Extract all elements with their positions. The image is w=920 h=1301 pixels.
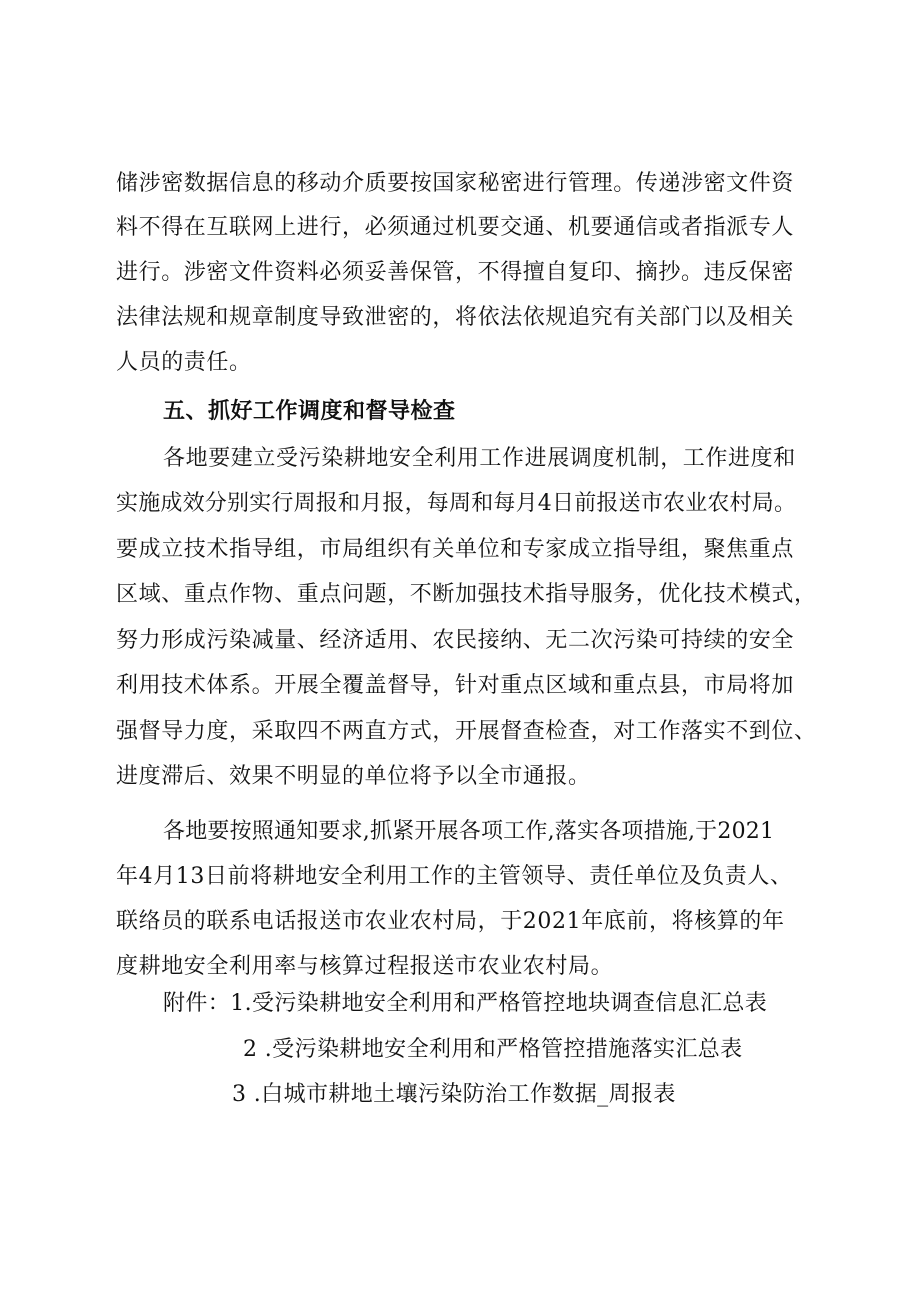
paragraph-line: 实施成效分别实行周报和月报，每周和每月4日前报送市农业农村局。 [116, 491, 797, 516]
paragraph-line: 度耕地安全利用率与核算过程报送市农业农村局。 [116, 954, 614, 979]
paragraph-line: 强督导力度，采取四不两直方式，开展督查检查，对工作落实不到位、 [116, 719, 817, 744]
paragraph-line: 法律法规和规章制度导致泄密的，将依法依规追究有关部门以及相关 [116, 305, 795, 330]
paragraph-line: 各地要按照通知要求,抓紧开展各项工作,落实各项措施,于2021 [163, 819, 775, 844]
attachments-label: 附件： [163, 991, 231, 1016]
paragraph-line: 要成立技术指导组，市局组织有关单位和专家成立指导组，聚焦重点 [116, 537, 795, 562]
paragraph-line: 料不得在互联网上进行，必须通过机要交通、机要通信或者指派专人 [116, 215, 795, 240]
paragraph-line: 区域、重点作物、重点问题，不断加强技术指导服务，优化技术模式， [116, 582, 817, 607]
paragraph-line: 努力形成污染减量、经济适用、农民接纳、无二次污染可持续的安全 [116, 628, 795, 653]
paragraph-line: 利用技术体系。开展全覆盖督导，针对重点区域和重点县，市局将加 [116, 673, 795, 698]
attachment-item: 3 .白城市耕地土壤污染防治工作数据_周报表 [232, 1082, 676, 1107]
paragraph-line: 各地要建立受污染耕地安全利用工作进展调度机制，工作进度和 [163, 446, 796, 471]
section-heading: 五、抓好工作调度和督导检查 [163, 399, 456, 424]
paragraph-line: 进行。涉密文件资料必须妥善保管，不得擅自复印、摘抄。违反保密 [116, 260, 795, 285]
paragraph-line: 储涉密数据信息的移动介质要按国家秘密进行管理。传递涉密文件资 [116, 171, 795, 196]
attachments-first-line [163, 989, 767, 1019]
paragraph-line: 联络员的联系电话报送市农业农村局，于2021年底前，将核算的年 [116, 909, 785, 934]
attachment-item: 1.受污染耕地安全利用和严格管控地块调查信息汇总表 [230, 991, 768, 1016]
attachment-item: 2 .受污染耕地安全利用和严格管控措施落实汇总表 [243, 1037, 743, 1062]
paragraph-line: 年4月13日前将耕地安全利用工作的主管领导、责任单位及负责人、 [116, 864, 793, 889]
paragraph-line: 人员的责任。 [116, 350, 252, 375]
paragraph-line: 进度滞后、效果不明显的单位将予以全市通报。 [116, 764, 591, 789]
